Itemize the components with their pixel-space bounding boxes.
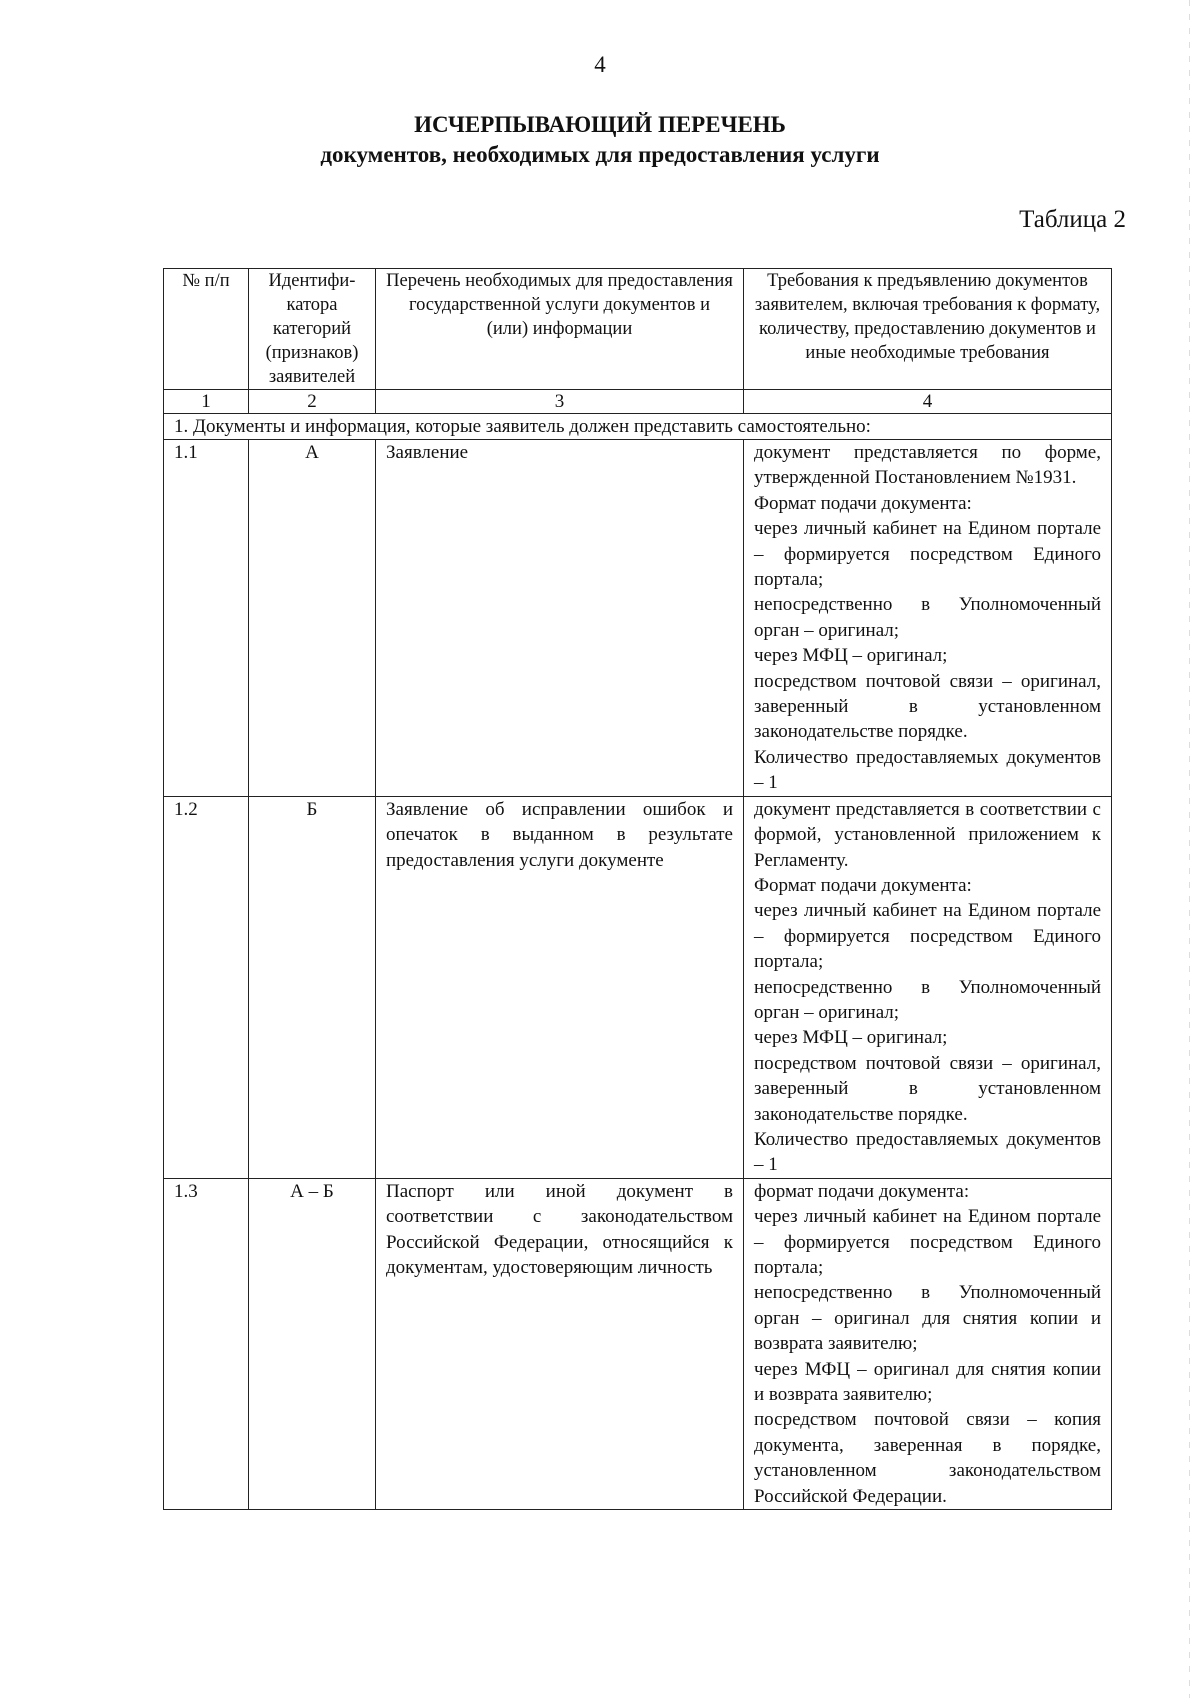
page-number: 4 [594, 52, 606, 77]
applicant-category-id: А – Б [249, 1178, 376, 1509]
requirement-line: непосредственно в Уполномоченный орган – оригинал; [754, 594, 1101, 641]
requirements-cell [744, 1178, 1112, 1509]
requirement-line: непосредственно в Уполномоченный орган – оригинал; [754, 976, 1101, 1023]
table-header-row [164, 269, 1112, 390]
requirement-line: непосредственно в Уполномоченный орган – оригинал для снятия копии и возврата заявителю; [754, 1282, 1101, 1355]
requirement-line: Количество предоставляемых документов – 1 [754, 1128, 1101, 1176]
requirement-line: посредством почтовой связи – копия документа, заверенная в порядке, установленном законодательством Российской Федерации. [754, 1409, 1101, 1507]
column-number: 1 [164, 390, 249, 414]
requirement-line: Формат подачи документа: [754, 492, 972, 514]
header-applicant-category: Идентифи-катора категорий (признаков) заявителей [249, 269, 376, 390]
document-name: Паспорт или иной документ в соответствии с законодательством Российской Федерации, относящийся к документам, удостоверяющим личность [376, 1178, 744, 1509]
document-name: Заявление [376, 440, 744, 797]
column-number-row [164, 390, 1112, 414]
document-title [0, 110, 1200, 170]
requirement-line: Количество предоставляемых документов – 1 [754, 746, 1101, 794]
requirement-line: через МФЦ – оригинал для снятия копии и возврата заявителю; [754, 1358, 1101, 1406]
column-number: 2 [249, 390, 376, 414]
header-document-list: Перечень необходимых для предоставления государственной услуги документов и (или) информации [376, 269, 744, 390]
requirement-line: документ представляется по форме, утвержденной Постановлением №1931. [754, 442, 1101, 489]
column-number: 3 [376, 390, 744, 414]
requirement-line: через МФЦ – оригинал; [754, 645, 948, 667]
table-row [164, 796, 1112, 1178]
header-requirements: Требования к предъявлению документов заявителем, включая требования к формату, количеству, предоставлению документов и иные необходимые требования [744, 269, 1112, 390]
requirement-line: документ представляется в соответствии с формой, установленной приложением к Регламенту. [754, 798, 1101, 871]
requirements-cell [744, 440, 1112, 797]
requirement-line: посредством почтовой связи – оригинал, заверенный в установленном законодательстве порядке. [754, 1052, 1101, 1125]
table-row [164, 440, 1112, 797]
documents-table [163, 268, 1112, 1510]
column-number: 4 [744, 390, 1112, 414]
section-title: 1. Документы и информация, которые заявитель должен представить самостоятельно: [164, 414, 1112, 440]
table-row [164, 1178, 1112, 1509]
requirement-line: формат подачи документа: [754, 1180, 970, 1202]
scan-edge-artifact [1189, 0, 1190, 1698]
requirement-line: через МФЦ – оригинал; [754, 1027, 948, 1049]
applicant-category-id: Б [249, 796, 376, 1178]
requirement-line: через личный кабинет на Едином портале – формируется посредством Единого портала; [754, 1206, 1101, 1278]
requirements-cell [744, 796, 1112, 1178]
applicant-category-id: А [249, 440, 376, 797]
section-row [164, 414, 1112, 440]
requirement-line: Формат подачи документа: [754, 874, 972, 896]
row-number: 1.2 [164, 796, 249, 1178]
requirement-line: посредством почтовой связи – оригинал, заверенный в установленном законодательстве порядке. [754, 670, 1101, 743]
title-line-1: ИСЧЕРПЫВАЮЩИЙ ПЕРЕЧЕНЬ [414, 112, 786, 137]
table-caption: Таблица 2 [1019, 206, 1126, 233]
row-number: 1.3 [164, 1178, 249, 1509]
header-number: № п/п [164, 269, 249, 390]
row-number: 1.1 [164, 440, 249, 797]
title-line-2: документов, необходимых для предоставления услуги [320, 142, 880, 167]
document-name: Заявление об исправлении ошибок и опечаток в выданном в результате предоставления услуги документе [376, 796, 744, 1178]
requirement-line: через личный кабинет на Едином портале – формируется посредством Единого портала; [754, 518, 1101, 591]
requirement-line: через личный кабинет на Едином портале – формируется посредством Единого портала; [754, 900, 1101, 973]
